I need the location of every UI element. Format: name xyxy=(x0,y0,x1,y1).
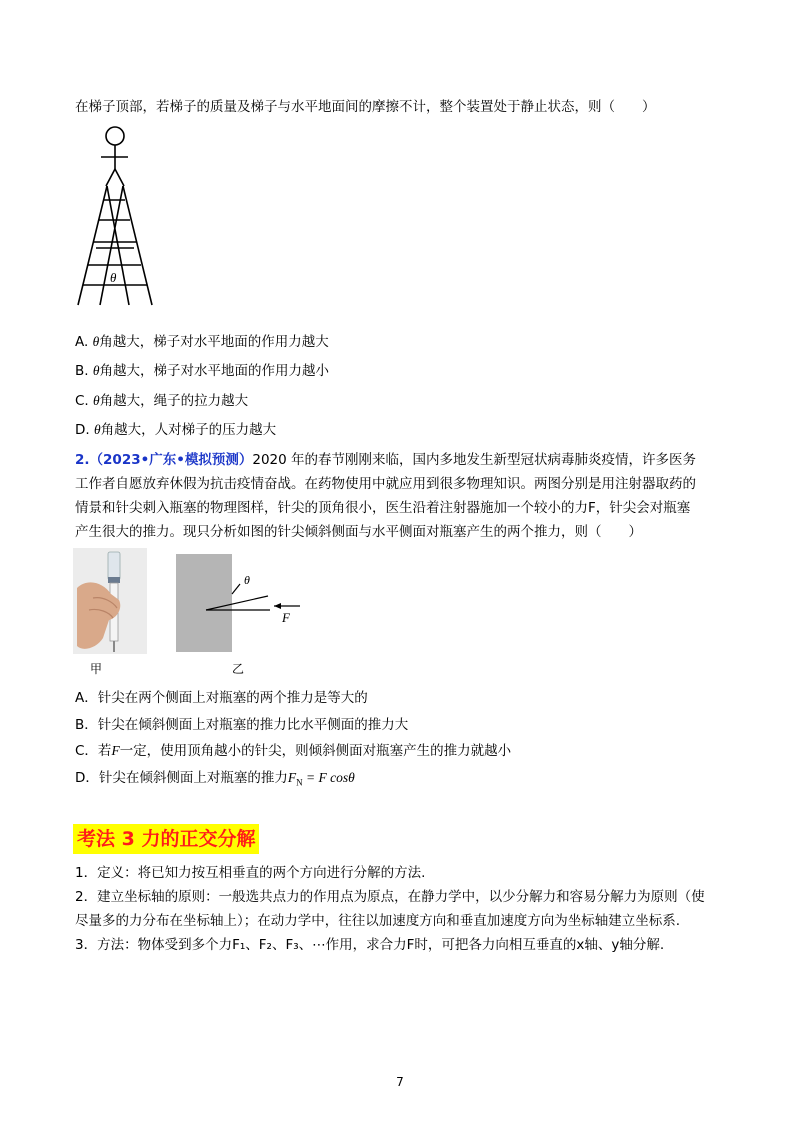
ladder-theta-label: θ xyxy=(110,270,117,285)
q2-line-2: 工作者自愿放弃休假为抗击疫情奋战。在药物使用中就应用到很多物理知识。两图分别是用注射器取药的 xyxy=(75,476,696,492)
section-heading: 考法 3 力的正交分解 xyxy=(73,824,259,854)
section-item-2-cont: 尽量多的力分布在坐标轴上）；在动力学中，往往以加速度方向和垂直加速度方向为坐标轴建立坐标系. xyxy=(75,913,681,929)
q2-source: （2023•广东•模拟预测） xyxy=(89,452,253,468)
q2-option-a: A．针尖在两个侧面上对瓶塞的两个推力是等大的 xyxy=(75,690,368,706)
caption-yi: 乙 xyxy=(232,662,245,676)
q2-line-3: 情景和针尖刺入瓶塞的物理图样，针尖的顶角很小，医生沿着注射器施加一个较小的力F，针尖会对瓶塞 xyxy=(75,500,691,516)
needle-force-label: F xyxy=(282,610,290,625)
q2-line-1: 2.（2023•广东•模拟预测）2020 年的春节刚刚来临，国内多地发生新型冠状病毒肺炎疫情，许多医务 xyxy=(75,452,697,468)
section-item-2: 2．建立坐标轴的原则：一般选共点力的作用点为原点，在静力学中，以少分解力和容易分解力为原则（使 xyxy=(75,889,705,905)
section-item-1: 1．定义：将已知力按互相垂直的两个方向进行分解的方法. xyxy=(75,865,426,881)
force-arrow-head xyxy=(274,603,281,609)
q1-option-d: D. θ角越大，人对梯子的压力越大 xyxy=(75,422,277,438)
section-item-3: 3．方法：物体受到多个力F₁、F₂、F₃、⋯作用，求合力F时，可把各力向相互垂直的x轴、y轴分解. xyxy=(75,937,665,953)
q2-number: 2. xyxy=(75,452,90,468)
ladder-figure xyxy=(70,122,165,312)
q2-option-d: D．针尖在倾斜侧面上对瓶塞的推力$F_N = F$ cosθ xyxy=(75,770,355,788)
q2-option-b: B．针尖在倾斜侧面上对瓶塞的推力比水平侧面的推力大 xyxy=(75,717,409,733)
q2-option-c: C．若F一定，使用顶角越小的针尖，则倾斜侧面对瓶塞产生的推力就越小 xyxy=(75,743,512,759)
person-head xyxy=(106,127,124,145)
syringe-photo xyxy=(73,548,147,654)
q1-option-c: C. θ角越大，绳子的拉力越大 xyxy=(75,393,249,409)
stopper-block xyxy=(176,554,232,652)
needle-theta-label: θ xyxy=(244,573,250,587)
q1-stem: 在梯子顶部，若梯子的质量及梯子与水平地面间的摩擦不计，整个装置处于静止状态，则（ ） xyxy=(75,99,656,115)
needle-diagram xyxy=(170,548,310,658)
page-number: 7 xyxy=(396,1075,404,1089)
caption-jia: 甲 xyxy=(90,662,103,676)
q2-line-4: 产生很大的推力。现只分析如图的针尖倾斜侧面与水平侧面对瓶塞产生的两个推力，则（ ） xyxy=(75,524,642,540)
q1-option-b: B. θ角越大，梯子对水平地面的作用力越小 xyxy=(75,363,329,379)
q1-option-a: A. θ角越大，梯子对水平地面的作用力越大 xyxy=(75,334,329,350)
formula: $F_N = F$ cosθ xyxy=(287,770,355,788)
